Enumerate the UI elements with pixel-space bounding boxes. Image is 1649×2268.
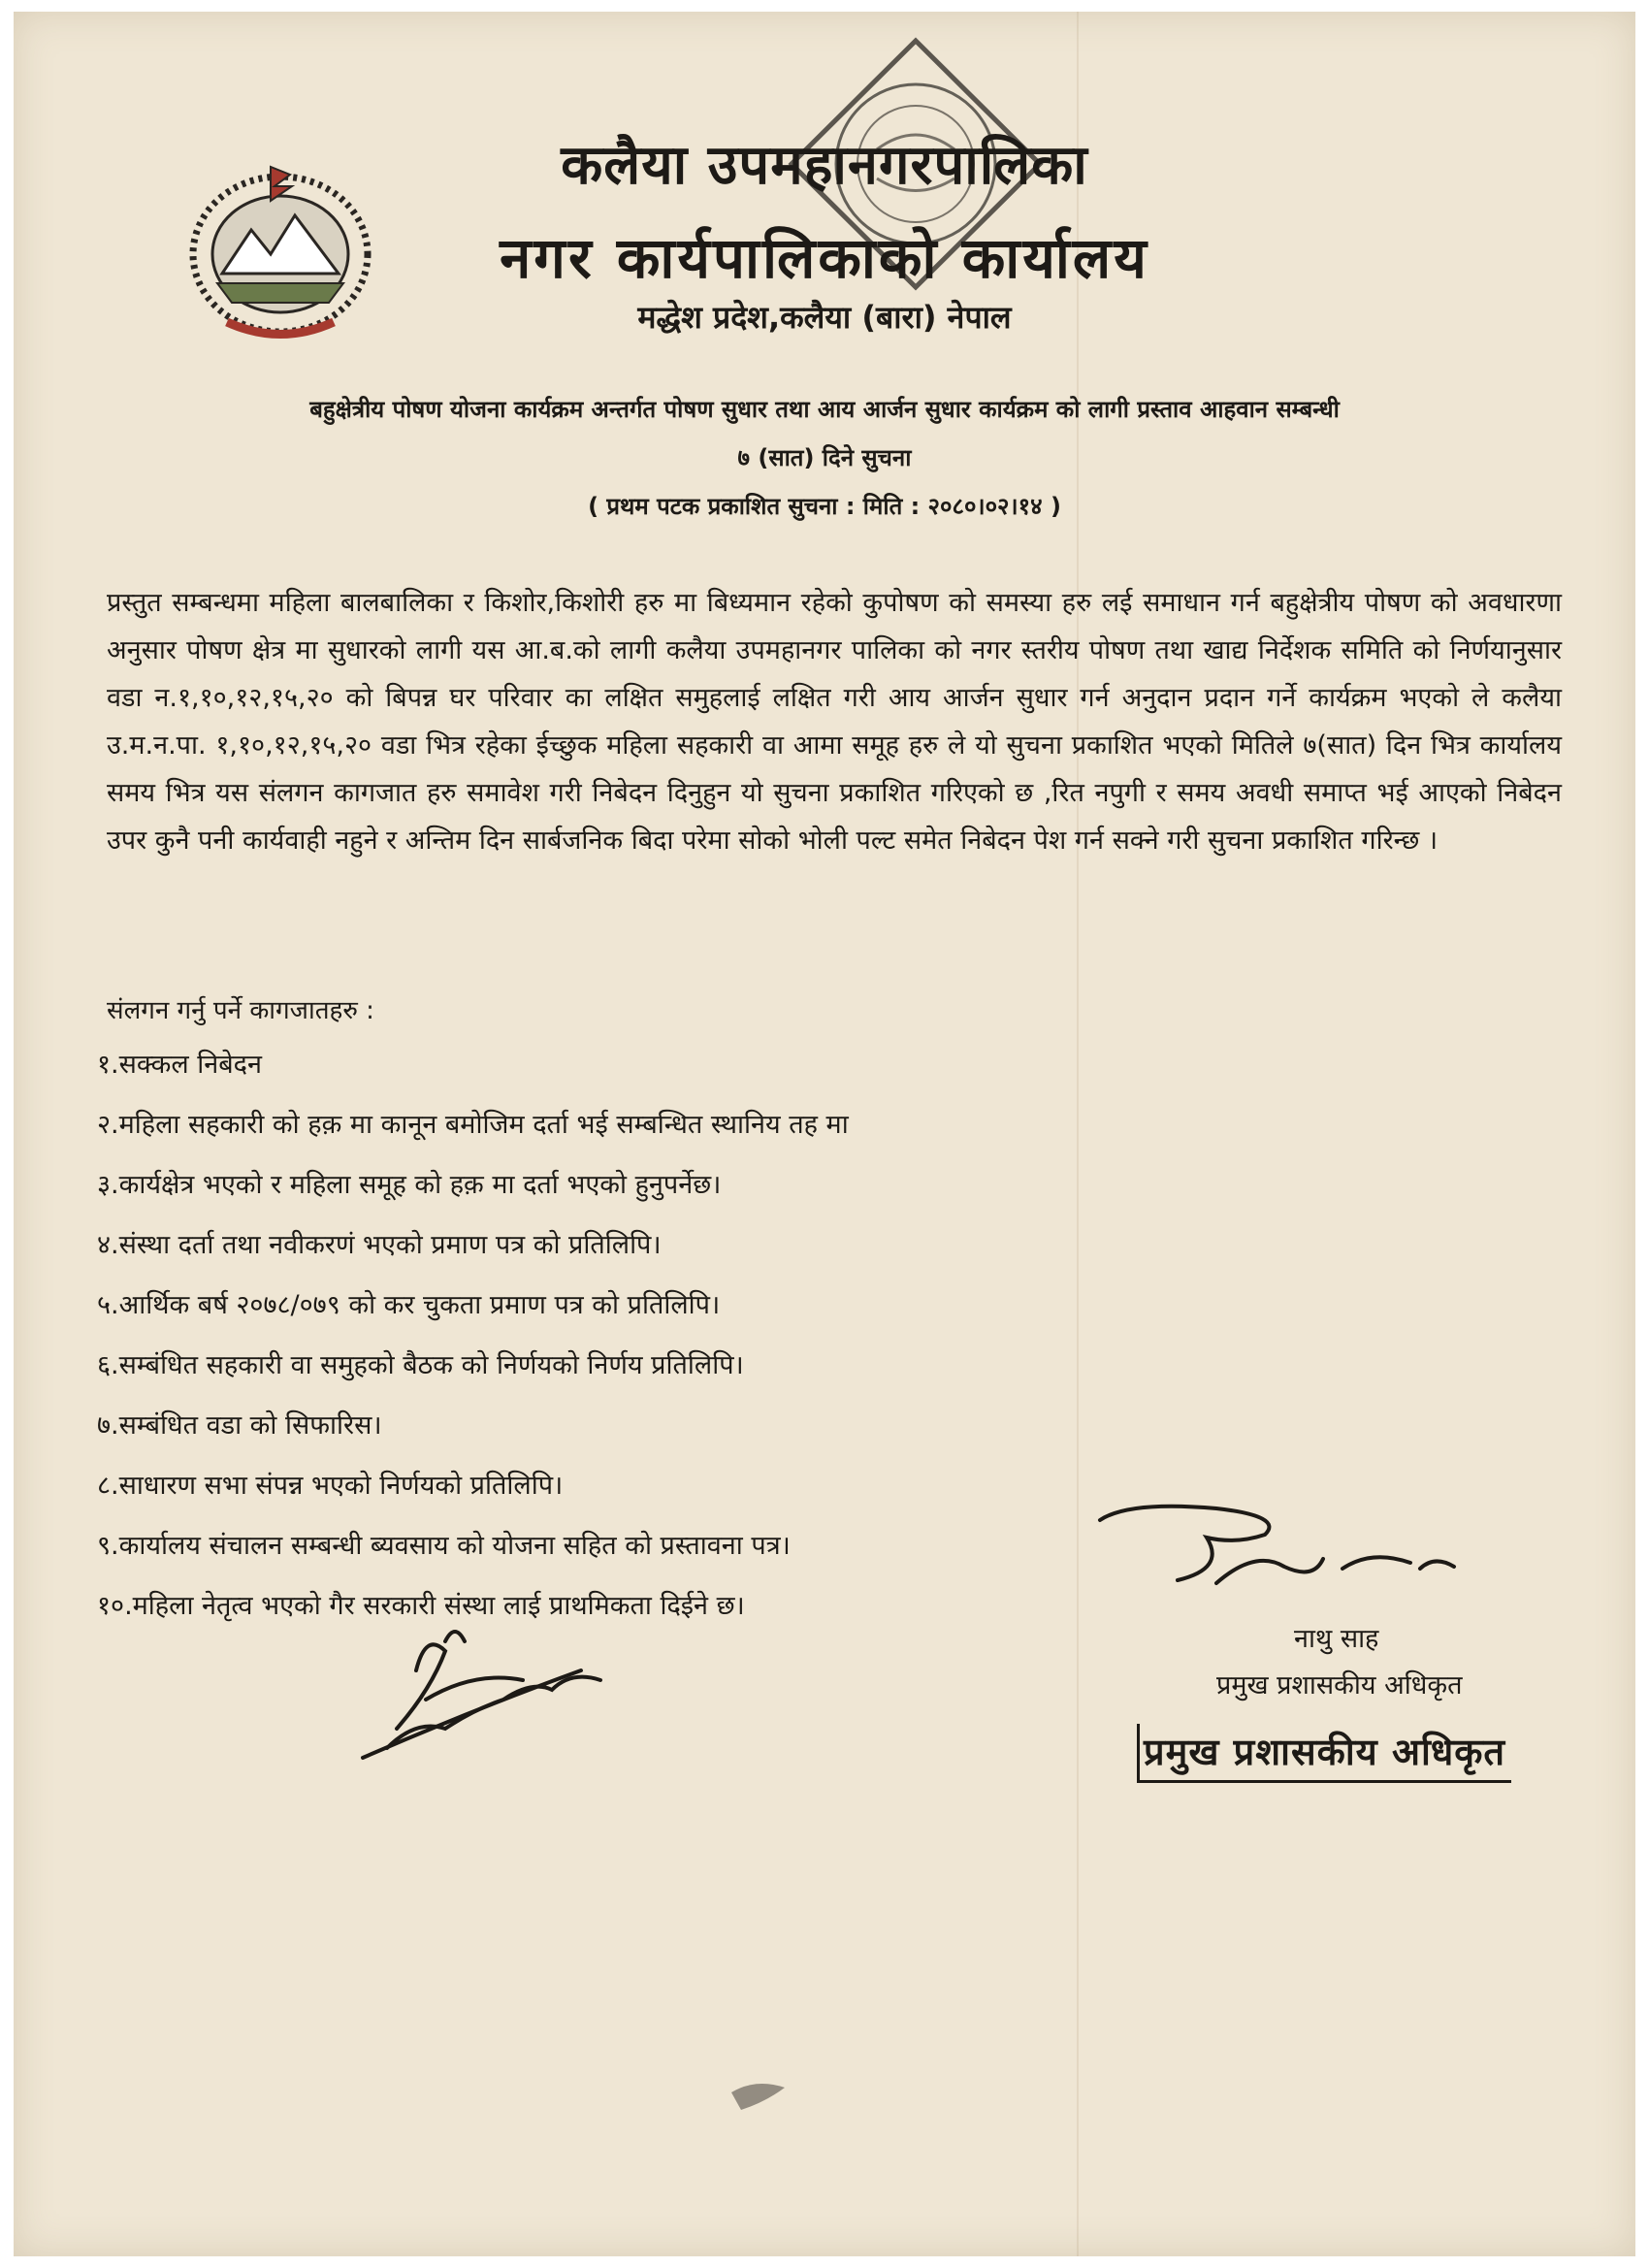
- municipality-name: कलैया उपमहानगरपालिका: [561, 134, 1088, 197]
- attachments-list: [97, 1046, 849, 1647]
- attachment-item: १.सक्कल निबेदन: [97, 1050, 262, 1080]
- attachment-item: २.महिला सहकारी को हक़ मा कानून बमोजिम दर्ता भई सम्बन्धित स्थानिय तह मा: [97, 1110, 849, 1140]
- attachment-item: ८.साधारण सभा संपन्न भएको निर्णयको प्रतिलिपि।: [97, 1471, 564, 1501]
- attachment-item: ५.आर्थिक बर्ष २०७८/०७९ को कर चुकता प्रमाण पत्र को प्रतिलिपि।: [97, 1290, 721, 1320]
- notice-page: [14, 12, 1635, 2256]
- attachment-item: ९.कार्यालय संचालन सम्बन्धी ब्यवसाय को योजना सहित को प्रस्तावना पत्र।: [97, 1531, 791, 1561]
- publication-date: ( प्रथम पटक प्रकाशित सुचना : मिति : २०८०।०२।१४ ): [588, 493, 1061, 520]
- attachment-item: ३.कार्यक्षेत्र भएको र महिला समूह को हक़ मा दर्ता भएको हुनुपर्नेछ।: [97, 1170, 722, 1200]
- notice-body: प्रस्तुत सम्बन्धमा महिला बालबालिका र किशोर,किशोरी हरु मा बिध्यमान रहेको कुपोषण को समस्या हरु लई समाधान गर्न बहुक्षेत्रीय पोषण को अवधारणा अनुसार पोषण क्षेत्र मा सुधारको लागी यस आ.ब.को लागी कलैया उपमहानगर पालिका को नगर स्तरीय पोषण तथा खाद्य निर्देशक समिति को निर्णयानुसार वडा न.१,१०,१२,१५,२० को बिपन्न घर परिवार का लक्षित समुहलाई लक्षित गरी आय आर्जन सुधार गर्न अनुदान प्रदान गर्ने कार्यक्रम भएको ले कलैया उ.म.न.पा. १,१०,१२,१५,२० वडा भित्र रहेका ईच्छुक महिला सहकारी वा आमा समूह हरु ले यो सुचना प्रकाशित भएको मितिले ७(सात) दिन भित्र कार्यालय समय भित्र यस संलगन कागजात हरु समावेश गरी निबेदन दिनुहुन यो सुचना प्रकाशित गरिएको छ ,रित नपुगी र समय अवधी समाप्त भई आएको निबेदन उपर कुनै पनी कार्यवाही नहुने र अन्तिम दिन सार्बजनिक बिदा परेमा सोको भोली पल्ट समेत निबेदन पेश गर्न सक्ने गरी सुचना प्रकाशित गरिन्छ ।: [107, 588, 1562, 856]
- notice-subject: बहुक्षेत्रीय पोषण योजना कार्यक्रम अन्तर्गत पोषण सुधार तथा आय आर्जन सुधार कार्यक्रम को लागी प्रस्ताव आहवान सम्बन्धी: [309, 396, 1340, 423]
- attachment-item: ४.संस्था दर्ता तथा नवीकरणं भएको प्रमाण पत्र को प्रतिलिपि।: [97, 1230, 662, 1260]
- paper-fold-line: [1077, 12, 1079, 2256]
- initials-date-handwritten: [358, 1612, 620, 1777]
- attachments-heading: संलगन गर्नु पर्ने कागजातहरु :: [107, 996, 374, 1025]
- office-address: मद्धेश प्रदेश,कलैया (बारा) नेपाल: [637, 299, 1012, 336]
- notice-duration: ७ (सात) दिने सुचना: [737, 444, 912, 471]
- attachment-item: १०.महिला नेतृत्व भएको गैर सरकारी संस्था लाई प्राथमिकता दिईने छ।: [97, 1591, 745, 1621]
- office-name: नगर कार्यपालिकाको कार्यालय: [500, 225, 1149, 291]
- signatory-title: प्रमुख प्रशासकीय अधिकृत: [1216, 1670, 1463, 1701]
- officer-signature: [1090, 1491, 1498, 1607]
- attachment-item: ७.सम्बंधित वडा को सिफारिस।: [97, 1410, 382, 1441]
- ink-smudge: [727, 2073, 794, 2117]
- designation-stamp: प्रमुख प्रशासकीय अधिकृत: [1137, 1724, 1511, 1783]
- attachment-item: ६.सम्बंधित सहकारी वा समुहको बैठक को निर्णयको निर्णय प्रतिलिपि।: [97, 1350, 744, 1380]
- signatory-name: नाथु साह: [1294, 1624, 1379, 1654]
